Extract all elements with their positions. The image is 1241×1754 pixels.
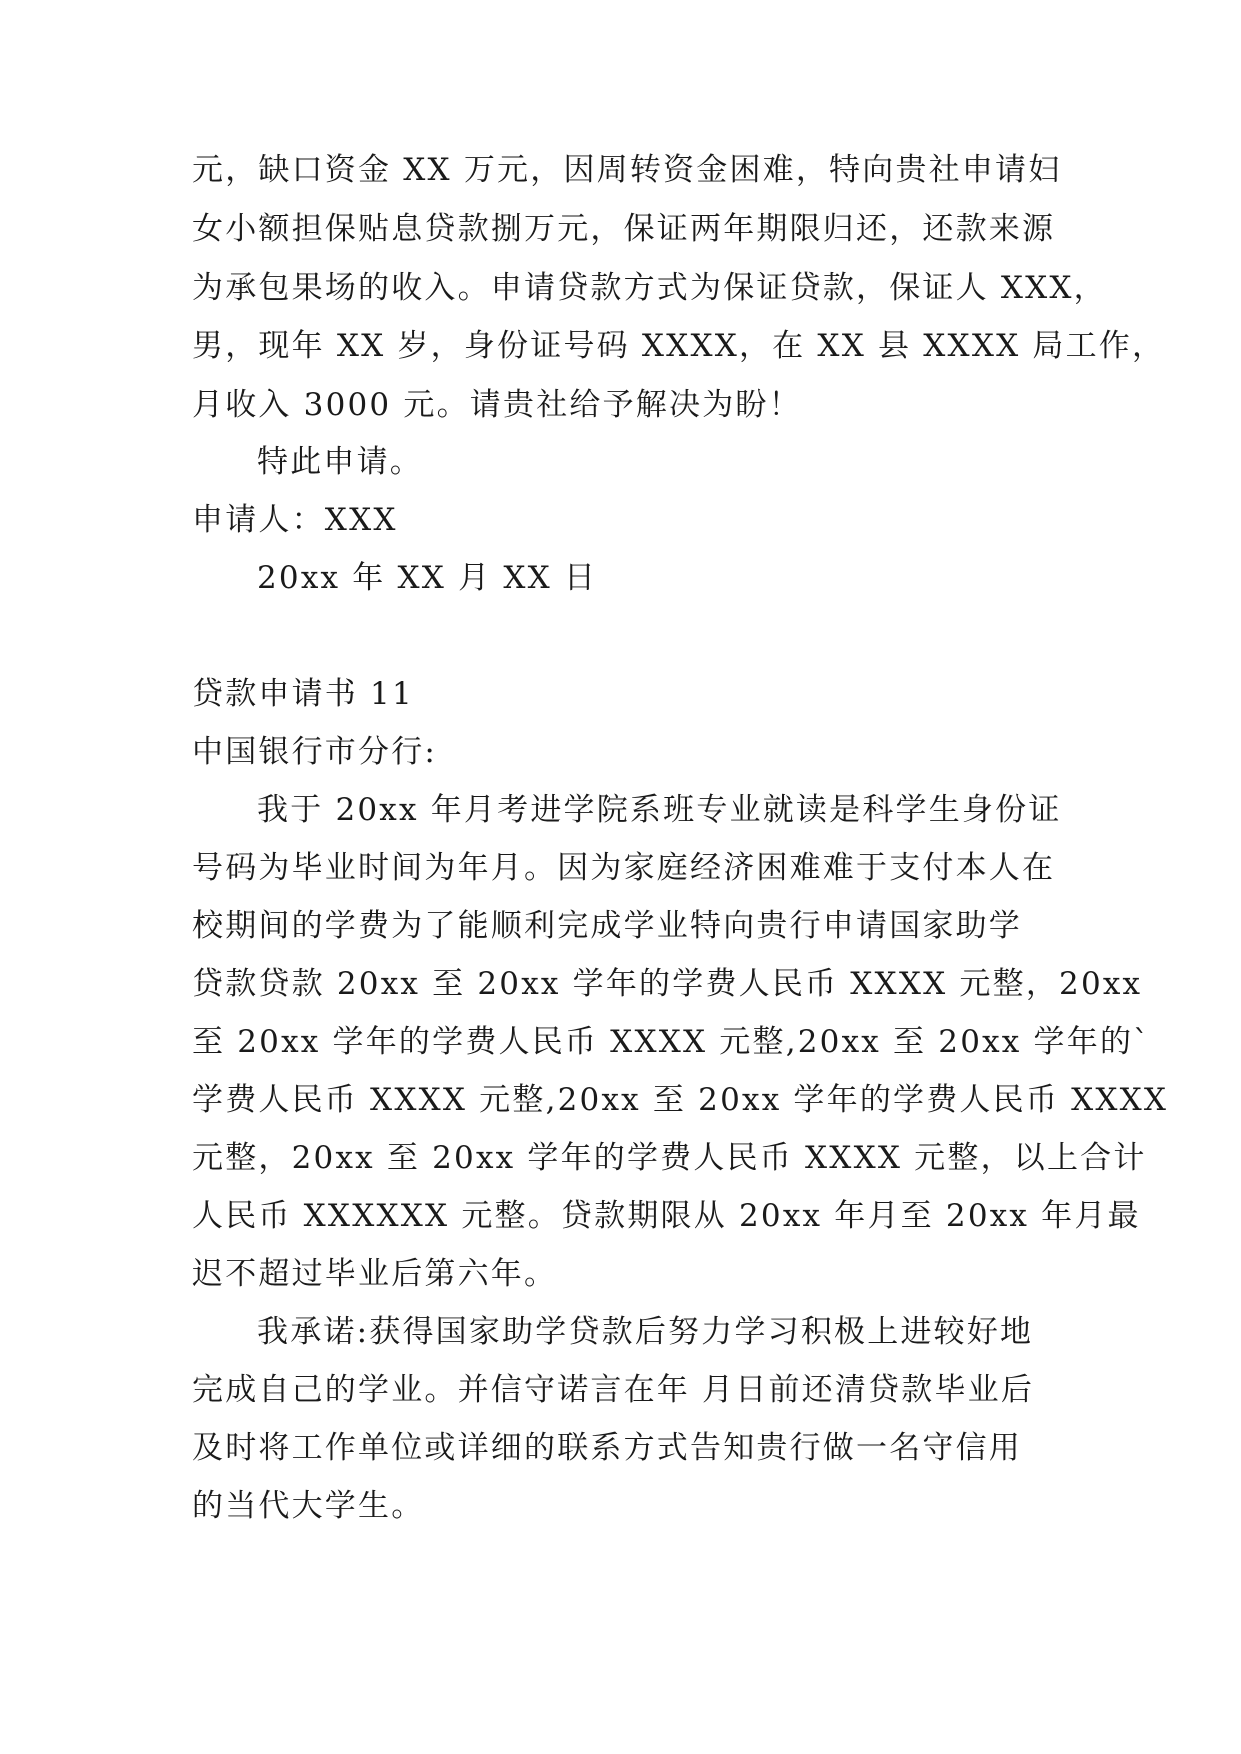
paragraph-line: 元，缺口资金 XX 万元，因周转资金困难，特向贵社申请妇	[192, 152, 1062, 188]
paragraph-line: 男，现年 XX 岁，身份证号码 XXXX，在 XX 县 XXXX 局工作，	[192, 328, 1166, 364]
paragraph-line: 人民币 XXXXXX 元整。贷款期限从 20xx 年月至 20xx 年月最	[192, 1198, 1141, 1234]
paragraph-line: 女小额担保贴息贷款捌万元，保证两年期限归还，还款来源	[192, 211, 1056, 247]
paragraph-line: 月收入 3000 元。请贵社给予解决为盼！	[192, 387, 802, 423]
paragraph-line: 元整，20xx 至 20xx 学年的学费人民币 XXXX 元整，以上合计	[192, 1140, 1147, 1176]
paragraph-line: 的当代大学生。	[192, 1488, 425, 1524]
applicant-signature: 申请人：XXX	[192, 502, 398, 538]
paragraph-line: 号码为毕业时间为年月。因为家庭经济困难难于支付本人在	[192, 850, 1056, 886]
application-date: 20xx 年 XX 月 XX 日	[257, 560, 598, 596]
paragraph-line: 校期间的学费为了能顺利完成学业特向贵行申请国家助学	[192, 908, 1022, 944]
paragraph-line: 迟不超过毕业后第六年。	[192, 1256, 558, 1292]
paragraph-line: 我于 20xx 年月考进学院系班专业就读是科学生身份证	[257, 792, 1062, 828]
paragraph-line: 学费人民币 XXXX 元整,20xx 至 20xx 学年的学费人民币 XXXX	[192, 1082, 1169, 1118]
paragraph-line: 为承包果场的收入。申请贷款方式为保证贷款，保证人 XXX，	[192, 270, 1107, 306]
closing-phrase: 特此申请。	[257, 444, 423, 480]
paragraph-line: 及时将工作单位或详细的联系方式告知贵行做一名守信用	[192, 1430, 1022, 1466]
paragraph-line: 完成自己的学业。并信守诺言在年 月日前还清贷款毕业后	[192, 1372, 1035, 1408]
paragraph-line: 至 20xx 学年的学费人民币 XXXX 元整,20xx 至 20xx 学年的`	[192, 1024, 1151, 1060]
paragraph-line: 贷款贷款 20xx 至 20xx 学年的学费人民币 XXXX 元整，20xx	[192, 966, 1143, 1002]
paragraph-line: 我承诺:获得国家助学贷款后努力学习积极上进较好地	[257, 1314, 1034, 1350]
addressee: 中国银行市分行:	[192, 734, 438, 770]
document-title: 贷款申请书 11	[192, 676, 414, 712]
